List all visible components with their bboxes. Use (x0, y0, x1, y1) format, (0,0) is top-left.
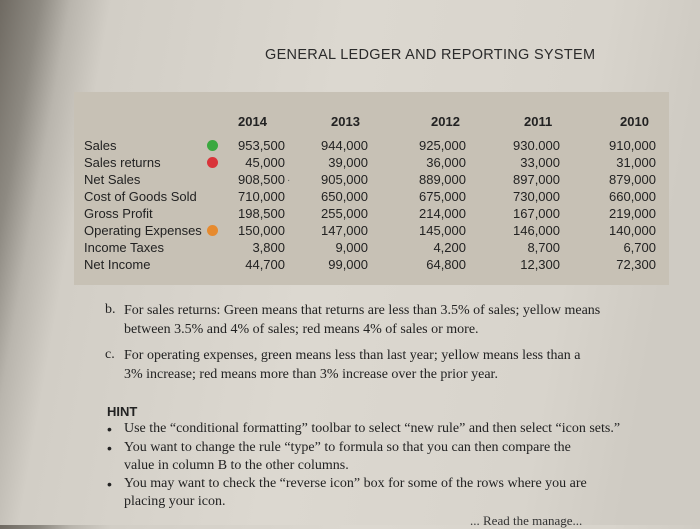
hint-item-2-line2: value in column B to the other columns. (124, 458, 349, 473)
cell-net-sales-2012: 889,000 (419, 172, 466, 187)
hint-item-3-line2: placing your icon. (124, 494, 226, 509)
row-label-operating-expenses: Operating Expenses (84, 223, 202, 238)
cell-operating-expenses-2013: 147,000 (321, 223, 368, 238)
cell-net-income-2012: 64,800 (426, 257, 466, 272)
cell-sales-returns-2011: 33,000 (520, 155, 560, 170)
cell-income-taxes-2013: 9,000 (335, 240, 368, 255)
cell-income-taxes-2010: 6,700 (623, 240, 656, 255)
hint-item-3-line1: You may want to check the “reverse icon” box for some of the rows where you are (124, 476, 587, 491)
cell-net-sales-2014: 908,500 (238, 172, 285, 187)
row-label-net-income: Net Income (84, 257, 151, 272)
cell-operating-expenses-2011: 146,000 (513, 223, 560, 238)
cell-sales-2014: 953,500 (238, 138, 285, 153)
cell-operating-expenses-2010: 140,000 (609, 223, 656, 238)
row-label-net-sales: Net Sales (84, 172, 141, 187)
row-label-sales-returns: Sales returns (84, 155, 161, 170)
row-label-gross-profit: Gross Profit (84, 206, 153, 221)
cell-gross-profit-2014: 198,500 (238, 206, 285, 221)
cell-net-sales-2013: 905,000 (321, 172, 368, 187)
year-header-2013: 2013 (331, 114, 360, 129)
note-b-line1: For sales returns: Green means that returns are less than 3.5% of sales; yellow means (124, 303, 601, 318)
cell-gross-profit-2011: 167,000 (513, 206, 560, 221)
row-label-cogs: Cost of Goods Sold (84, 189, 197, 204)
cell-income-taxes-2011: 8,700 (527, 240, 560, 255)
tick-mark: · (287, 175, 291, 186)
cell-cogs-2013: 650,000 (321, 189, 368, 204)
year-header-2011: 2011 (524, 114, 553, 129)
year-header-2010: 2010 (620, 114, 649, 129)
note-c-line2: 3% increase; red means more than 3% increase over the prior year. (124, 367, 498, 382)
cell-income-taxes-2014: 3,800 (252, 240, 285, 255)
page-title: GENERAL LEDGER AND REPORTING SYSTEM (265, 47, 596, 63)
note-b-line2: between 3.5% and 4% of sales; red means 4% of sales or more. (124, 322, 479, 337)
cell-net-income-2010: 72,300 (616, 257, 656, 272)
cell-sales-2013: 944,000 (321, 138, 368, 153)
hint-bullet-2: • (107, 440, 112, 456)
cell-gross-profit-2010: 219,000 (609, 206, 656, 221)
cell-sales-2012: 925,000 (419, 138, 466, 153)
cell-net-sales-2010: 879,000 (609, 172, 656, 187)
cell-sales-returns-2013: 39,000 (328, 155, 368, 170)
cell-operating-expenses-2012: 145,000 (419, 223, 466, 238)
cell-net-income-2014: 44,700 (245, 257, 285, 272)
cell-sales-2011: 930.000 (513, 138, 560, 153)
hint-bullet-3: • (107, 476, 112, 492)
cell-sales-returns-2012: 36,000 (426, 155, 466, 170)
note-c-letter: c. (105, 347, 115, 362)
hint-heading: HINT (107, 404, 138, 419)
cell-net-income-2011: 12,300 (520, 257, 560, 272)
cell-net-sales-2011: 897,000 (513, 172, 560, 187)
cell-sales-returns-2014: 45,000 (245, 155, 285, 170)
hint-item-1-line1: Use the “conditional formatting” toolbar to select “new rule” and then select “icon sets.” (124, 421, 621, 436)
year-header-2012: 2012 (431, 114, 460, 129)
cutoff-text: ... Read the manage... (470, 513, 583, 528)
cell-cogs-2014: 710,000 (238, 189, 285, 204)
row-label-income-taxes: Income Taxes (84, 240, 164, 255)
cell-cogs-2010: 660,000 (609, 189, 656, 204)
year-header-2014: 2014 (238, 114, 267, 129)
cell-net-income-2013: 99,000 (328, 257, 368, 272)
cell-gross-profit-2013: 255,000 (321, 206, 368, 221)
cell-gross-profit-2012: 214,000 (419, 206, 466, 221)
cell-sales-returns-2010: 31,000 (616, 155, 656, 170)
hint-item-2-line1: You want to change the rule “type” to formula so that you can then compare the (124, 440, 571, 455)
note-b-letter: b. (105, 302, 116, 317)
hint-bullet-1: • (107, 421, 112, 437)
cell-sales-2010: 910,000 (609, 138, 656, 153)
cell-cogs-2011: 730,000 (513, 189, 560, 204)
note-c-line1: For operating expenses, green means less than last year; yellow means less than a (124, 348, 581, 363)
cell-income-taxes-2012: 4,200 (433, 240, 466, 255)
cell-cogs-2012: 675,000 (419, 189, 466, 204)
row-label-sales: Sales (84, 138, 117, 153)
cell-operating-expenses-2014: 150,000 (238, 223, 285, 238)
